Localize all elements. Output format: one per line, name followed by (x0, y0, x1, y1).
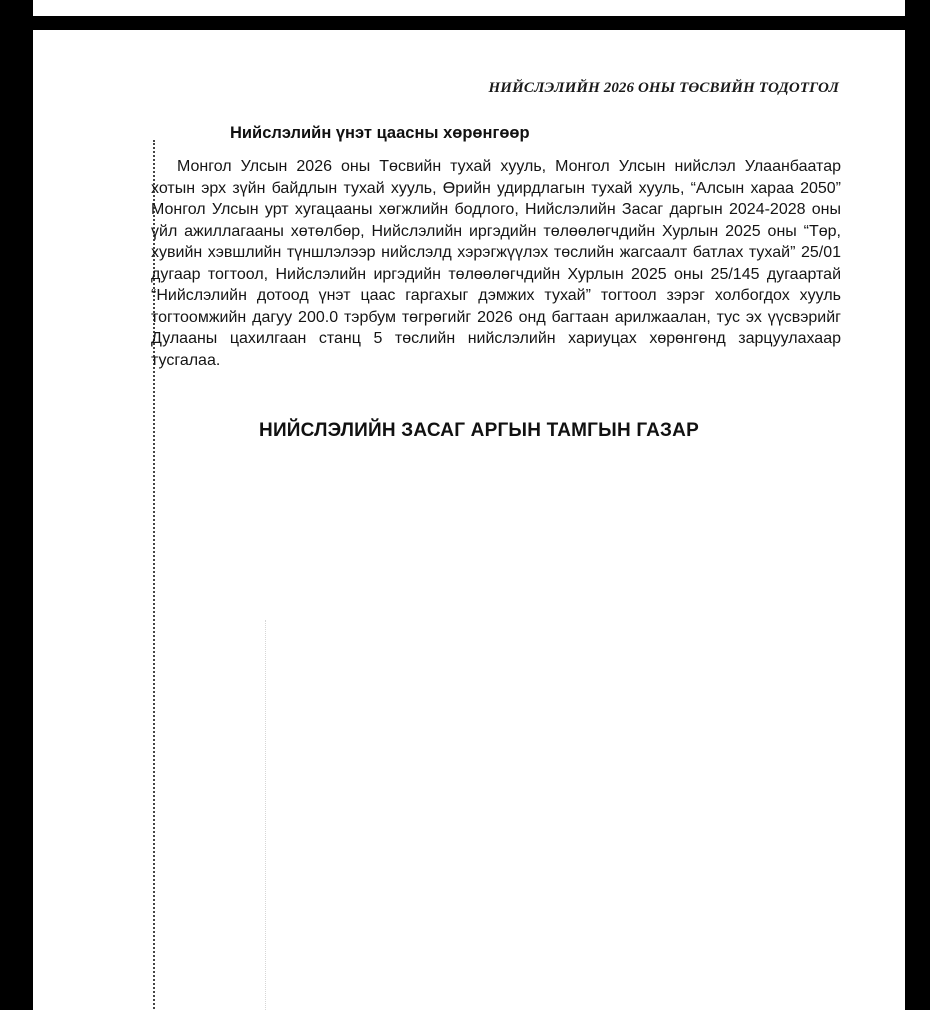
section-title: Нийслэлийн үнэт цаасны хөрөнгөөр (230, 124, 530, 142)
body-paragraph: Монгол Улсын 2026 оны Төсвийн тухай хууль, Монгол Улсын нийслэл Улаанбаатар хотын эрх зүйн байдлын тухай хууль, Өрийн удирдлагын тухай хууль, “Алсын хараа 2050” Монгол Улсын урт хугацааны хөгжлийн бодлого, Нийслэлийн Засаг даргын 2024-2028 оны үйл ажиллагааны хөтөлбөр, Нийслэлийн иргэдийн төлөөлөгчдийн Хурлын 2025 оны “Төр, хувийн хэвшлийн түншлэлээр нийслэлд хэрэгжүүлэх төслийн жагсаалт батлах тухай” 25/01 дугаар тогтоол, Нийслэлийн иргэдийн төлөөлөгчдийн Хурлын 2025 оны 25/145 дугаартай “Нийслэлийн дотоод үнэт цаас гаргахыг дэмжих тухай” тогтоол зэрэг холбогдох хууль тогтоомжийн дагуу 200.0 тэрбум төгрөгийг 2026 онд багтаан арилжаалан, тус эх үүсвэрийг Дулааны цахилгаан станц 5 төслийн нийслэлийн хариуцах хөрөнгөнд зарцуулахаар тусгалаа. (151, 158, 841, 369)
scan-artifact-line (265, 620, 266, 1010)
previous-page-edge (33, 0, 905, 16)
signature-organization: НИЙСЛЭЛИЙН ЗАСАГ АРГЫН ТАМГЫН ГАЗАР (259, 420, 699, 441)
document-page (33, 30, 905, 1010)
running-header-title: НИЙСЛЭЛИЙН 2026 ОНЫ ТӨСВИЙН ТОДОТГОЛ (488, 80, 839, 96)
